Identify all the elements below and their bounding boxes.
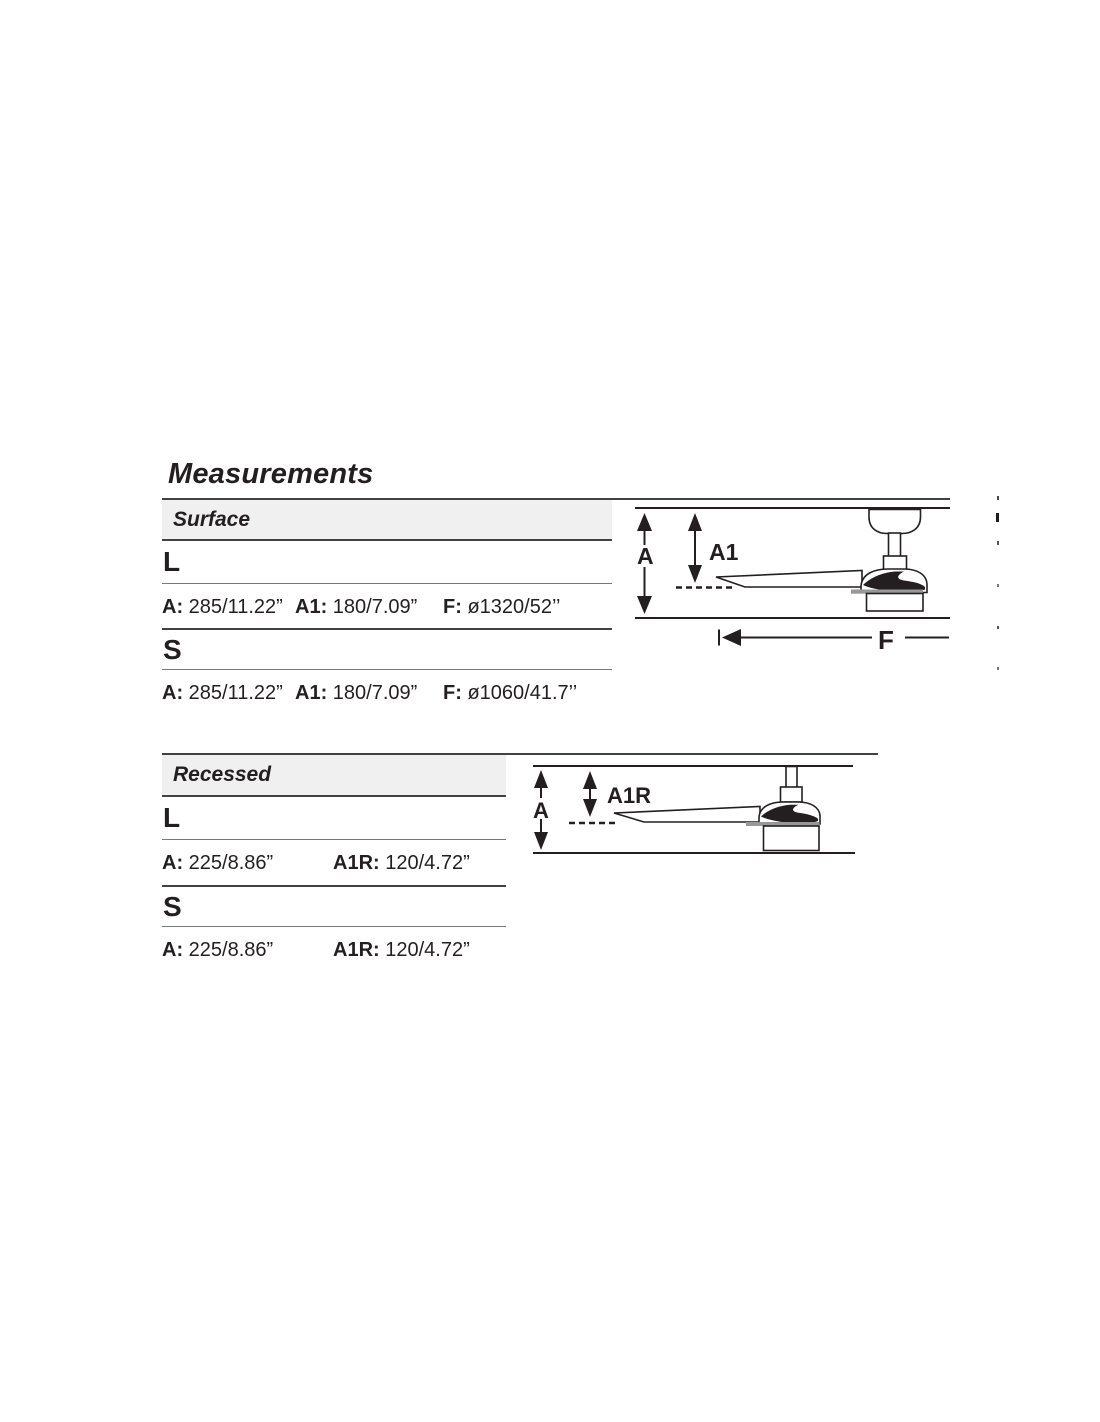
dim-value: 285/11.22” (188, 682, 283, 704)
dimension-arrow-a (637, 513, 654, 614)
label-f: F (878, 625, 894, 655)
fan-coupler (884, 556, 907, 570)
dim-value: 285/11.22” (188, 596, 283, 618)
dimension-pair (162, 939, 273, 962)
dimension-arrow-a (533, 770, 549, 850)
dim-label: A: (162, 596, 184, 618)
dim-value: ø1320/52’’ (467, 596, 561, 618)
surface-mount-diagram (630, 495, 955, 657)
fan-downrod (889, 533, 901, 557)
page-title: Measurements (168, 458, 374, 490)
fan-blade (716, 571, 862, 588)
fan-downrod (786, 767, 797, 788)
table-row-values (162, 927, 506, 971)
dimension-pair (295, 596, 417, 619)
dim-label: A: (162, 939, 184, 961)
recessed-table-header (162, 755, 506, 797)
recessed-mount-diagram (528, 758, 863, 858)
table-row-size (162, 797, 506, 840)
dim-label: A1R: (333, 852, 380, 874)
dim-value: 180/7.09” (332, 682, 418, 704)
dimension-arrow-a1 (688, 513, 739, 583)
ceiling-fan-side-view (716, 510, 927, 612)
dimension-arrow-f (719, 625, 949, 655)
dim-label: A1R: (333, 939, 380, 961)
table-row-size (162, 887, 506, 927)
label-a: A (533, 798, 549, 823)
dim-label: A: (162, 852, 184, 874)
table-row-size (162, 630, 612, 670)
size-label: S (163, 890, 182, 922)
fan-coupler (781, 787, 803, 802)
dim-value: 180/7.09” (332, 596, 418, 618)
dim-value: 225/8.86” (188, 939, 274, 961)
table-row-values (162, 584, 612, 630)
size-label: S (163, 633, 182, 665)
dim-value: 120/4.72” (385, 852, 470, 874)
fan-lower-housing (764, 826, 820, 851)
surface-header-label: Surface (173, 507, 251, 531)
dimension-pair (162, 682, 283, 705)
dim-label: A1: (295, 682, 328, 704)
clipped-print-fragment (996, 513, 999, 522)
fan-lower-housing (867, 594, 924, 612)
recessed-measurements-table (162, 755, 506, 971)
fan-canopy (869, 510, 921, 534)
dimension-pair (333, 939, 470, 962)
dimension-pair (295, 682, 417, 705)
dimension-arrow-a1r (583, 771, 651, 817)
dimension-pair (443, 596, 561, 619)
dimension-pair (333, 852, 470, 875)
size-label: L (163, 802, 181, 833)
label-a: A (637, 543, 654, 569)
clipped-print-fragment (997, 496, 999, 500)
dim-label: A1: (295, 596, 328, 618)
clipped-print-fragment (997, 541, 999, 545)
clipped-print-fragment (997, 584, 999, 587)
surface-table-header (162, 500, 612, 541)
clipped-print-fragment (997, 626, 999, 629)
table-row-values (162, 670, 612, 714)
recessed-header-label: Recessed (173, 763, 272, 786)
fan-blade (614, 807, 760, 823)
dim-label: F: (443, 596, 462, 618)
dim-value: 120/4.72” (385, 939, 470, 961)
clipped-print-fragment (997, 667, 999, 670)
dim-value: ø1060/41.7’’ (467, 682, 578, 704)
size-label: L (163, 546, 181, 577)
dimension-pair (443, 682, 577, 705)
label-a1: A1 (709, 539, 739, 565)
surface-measurements-table (162, 500, 612, 714)
label-a1r: A1R (607, 783, 652, 808)
table-row-values (162, 840, 506, 887)
dim-value: 225/8.86” (188, 852, 274, 874)
dimension-pair (162, 596, 283, 619)
dim-label: F: (443, 682, 462, 704)
ceiling-fan-side-view (614, 767, 820, 851)
dim-label: A: (162, 682, 184, 704)
dimension-pair (162, 852, 273, 875)
table-row-size (162, 541, 612, 584)
